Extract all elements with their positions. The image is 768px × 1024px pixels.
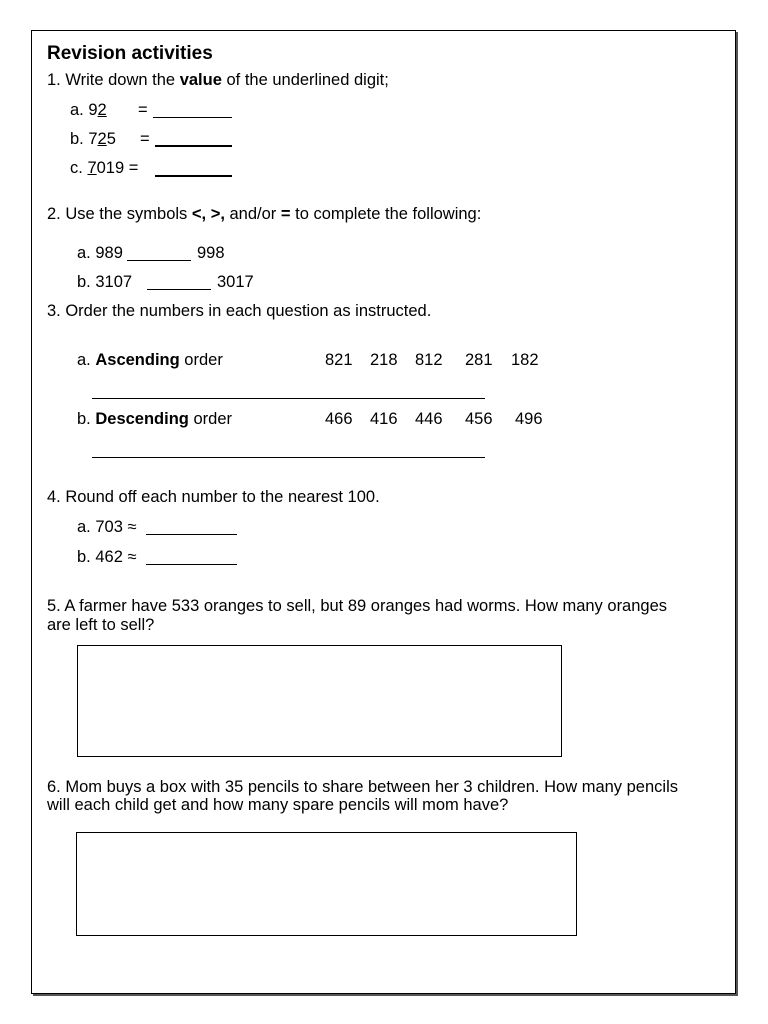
q6-answer-box[interactable] <box>76 832 577 936</box>
q3-item-a <box>77 350 223 370</box>
q3a-label: a. <box>77 351 91 369</box>
q3b-label: b. <box>77 410 91 428</box>
q3b-number: 446 <box>415 410 443 428</box>
q1a-label: a. <box>70 101 84 119</box>
q3b-number: 496 <box>515 410 543 428</box>
q2-equals-symbol: = <box>280 205 291 223</box>
question-5-prompt-line-2: are left to sell? <box>47 616 155 634</box>
q1-item-a <box>70 100 107 120</box>
q1c-answer-blank[interactable] <box>155 175 232 177</box>
q3a-number: 182 <box>511 351 539 369</box>
q2b-right: 3017 <box>217 273 254 291</box>
q1-text-bold: value <box>179 71 222 89</box>
q1b-number: 725 <box>88 130 116 148</box>
question-1-prompt <box>47 70 389 90</box>
q5-answer-box[interactable] <box>77 645 562 757</box>
q1b-label: b. <box>70 130 84 148</box>
q3a-answer-line[interactable] <box>92 398 485 399</box>
q2a-label: a. <box>77 244 91 262</box>
q2-symbols: <, >, <box>191 205 225 223</box>
q1-item-c <box>70 158 138 178</box>
question-4-prompt: 4. Round off each number to the nearest 100. <box>47 488 380 506</box>
q4b-answer-blank[interactable] <box>146 564 237 565</box>
q3a-bold: Ascending <box>95 351 180 369</box>
q2-item-a <box>77 243 123 263</box>
q3b-bold: Descending <box>95 410 189 428</box>
question-6-prompt-line-1: 6. Mom buys a box with 35 pencils to share between her 3 children. How many pencils <box>47 778 678 796</box>
worksheet-title: Revision activities <box>47 43 213 64</box>
q3b-number: 456 <box>465 410 493 428</box>
q2-text-pre: 2. Use the symbols <box>47 205 192 223</box>
q2-text-mid: and/or <box>224 205 281 223</box>
q1-text-post: of the underlined digit; <box>221 71 389 89</box>
q1c-equals: = <box>128 159 139 177</box>
q2a-left: 989 <box>95 244 123 262</box>
q2-text-post: to complete the following: <box>290 205 482 223</box>
q3a-number: 812 <box>415 351 443 369</box>
q2b-answer-blank[interactable] <box>147 289 211 290</box>
q3a-number: 821 <box>325 351 353 369</box>
q1b-equals: = <box>140 130 150 148</box>
q2b-left: 3107 <box>95 273 133 291</box>
q2a-right: 998 <box>197 244 225 262</box>
q1-text-pre: 1. Write down the <box>47 71 180 89</box>
q3a-number: 281 <box>465 351 493 369</box>
question-2-prompt <box>47 204 481 224</box>
q3-item-b <box>77 409 232 429</box>
q3a-number: 218 <box>370 351 398 369</box>
q1-item-b <box>70 129 116 149</box>
q4a-label: a. <box>77 518 91 536</box>
question-6-prompt-line-2: will each child get and how many spare pencils will mom have? <box>47 796 509 814</box>
q1a-number: 92 <box>88 101 107 119</box>
q4b-expression: 462 ≈ <box>95 548 137 566</box>
question-5-prompt-line-1: 5. A farmer have 533 oranges to sell, but 89 oranges had worms. How many oranges <box>47 597 668 615</box>
q1b-answer-blank[interactable] <box>155 145 232 147</box>
q4-item-b <box>77 547 137 567</box>
q3b-rest: order <box>188 410 232 428</box>
q4a-expression: 703 ≈ <box>95 518 137 536</box>
q3b-number: 416 <box>370 410 398 428</box>
q3b-number: 466 <box>325 410 353 428</box>
q1a-equals: = <box>138 101 148 119</box>
q1a-answer-blank[interactable] <box>153 117 232 118</box>
q2a-answer-blank[interactable] <box>127 260 191 261</box>
underlined-digit: 2 <box>97 101 107 119</box>
q4b-label: b. <box>77 548 91 566</box>
underlined-digit: 2 <box>97 130 107 148</box>
q2-item-b <box>77 272 132 292</box>
question-3-prompt: 3. Order the numbers in each question as instructed. <box>47 302 432 320</box>
q2b-label: b. <box>77 273 91 291</box>
q3a-rest: order <box>179 351 223 369</box>
q4-item-a <box>77 517 137 537</box>
q1c-number: 7019 <box>87 159 125 177</box>
q4a-answer-blank[interactable] <box>146 534 237 535</box>
q1c-label: c. <box>70 159 83 177</box>
q3b-answer-line[interactable] <box>92 457 485 458</box>
underlined-digit: 7 <box>87 159 97 177</box>
